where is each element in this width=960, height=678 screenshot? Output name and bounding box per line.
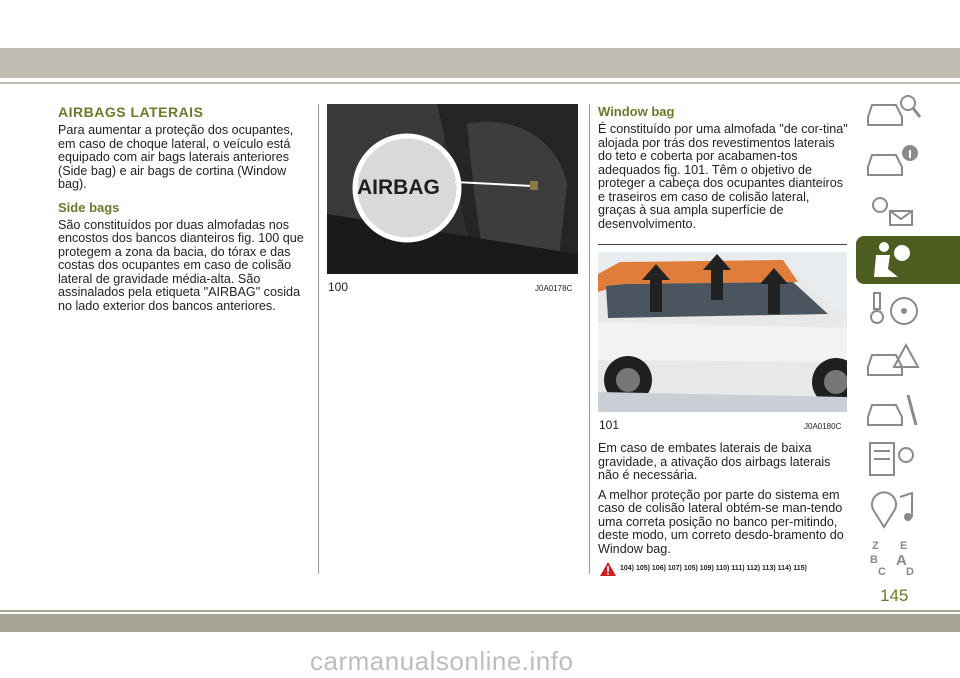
column-divider-left xyxy=(318,104,319,574)
low-severity-paragraph: Em caso de embates laterais de baixa gravidade, a ativação dos airbags laterais não é necessária. xyxy=(598,441,831,482)
figure-101-number: 101 xyxy=(599,418,620,432)
window-bag-heading: Window bag xyxy=(598,104,675,119)
watermark: carmanualsonline.info xyxy=(310,646,574,676)
tab-vehicle-knowledge[interactable] xyxy=(856,86,960,134)
best-protection-paragraph: A melhor proteção por parte do sistema em caso de colisão lateral obtém-se man-tendo uma correta posição no banco per-mitindo, deste modo, um correto desdo-bramento do Window bag. xyxy=(598,487,844,556)
figure-101-code: J0A0180C xyxy=(804,422,842,431)
page-number: 145 xyxy=(880,586,909,605)
figure-100-code: J0A0178C xyxy=(535,284,573,293)
key-wheel-icon xyxy=(864,287,924,333)
section-title: AIRBAGS LATERAIS xyxy=(58,104,204,120)
side-bags-heading: Side bags xyxy=(58,199,120,215)
warning-references: 104) 105) 106) 107) 105) 109) 110) 111) 112) 113) 114) 115) xyxy=(620,565,807,572)
figure-101-image xyxy=(598,252,847,412)
window-bag-paragraph: É constituído por uma almofada "de cor-tina" alojada por trás dos revestimentos laterais do teto e coberta por acabamen-tos adequados fig. 101. Têm o objetivo de proteger a cabeça dos ocupantes dianteiros e traseiros em caso de colisão lateral, graças à sua ampla superfície de desenvolvimento. xyxy=(598,122,848,231)
multimedia-icon xyxy=(864,487,924,533)
column-divider-right xyxy=(589,104,590,574)
column-right xyxy=(598,104,848,237)
airbag-label: AIRBAG xyxy=(357,176,440,199)
car-info-icon xyxy=(864,137,924,183)
intro-paragraph: Para aumentar a proteção dos ocupantes, em caso de choque lateral, o veículo está equipado com air bags laterais anteriores (Side bag) e air bags de cortina (Window bag). xyxy=(58,123,294,191)
seat-airbag-icon xyxy=(864,237,924,283)
figure-101-top-rule xyxy=(598,244,847,245)
column-right-lower xyxy=(598,442,848,562)
tab-lights-messages[interactable] xyxy=(856,186,960,234)
tab-index[interactable] xyxy=(856,536,960,584)
tab-maintenance[interactable] xyxy=(856,386,960,434)
car-wrench-icon xyxy=(864,387,924,433)
tab-technical-data[interactable] xyxy=(856,436,960,484)
warning-light-envelope-icon xyxy=(864,187,924,233)
footer-rule xyxy=(0,610,960,612)
header-rule xyxy=(0,82,960,84)
column-left xyxy=(58,104,308,319)
warning-triangle-icon xyxy=(600,562,616,576)
figure-100-number: 100 xyxy=(328,280,349,294)
car-search-icon xyxy=(864,87,924,133)
list-gear-icon xyxy=(864,437,924,483)
tab-starting-driving[interactable] xyxy=(856,286,960,334)
index-letters-icon: Z E B A C D xyxy=(870,540,914,578)
tab-dashboard-info[interactable] xyxy=(856,136,960,184)
tab-safety[interactable] xyxy=(856,236,960,284)
figure-100-image xyxy=(327,104,578,274)
car-warning-icon xyxy=(864,337,924,383)
tab-multimedia[interactable] xyxy=(856,486,960,534)
footer-band xyxy=(0,614,960,632)
tab-emergency[interactable] xyxy=(856,336,960,384)
header-band xyxy=(0,48,960,78)
side-bags-paragraph: São constituídos por duas almofadas nos encostos dos bancos dianteiros fig. 100 que protegem a zona da bacia, do tórax e das costas dos ocupantes em caso de colisão lateral de gravidade média-alta. São assinalados pela etiqueta "AIRBAG" cosida no lado exterior dos bancos anteriores. xyxy=(58,217,304,313)
